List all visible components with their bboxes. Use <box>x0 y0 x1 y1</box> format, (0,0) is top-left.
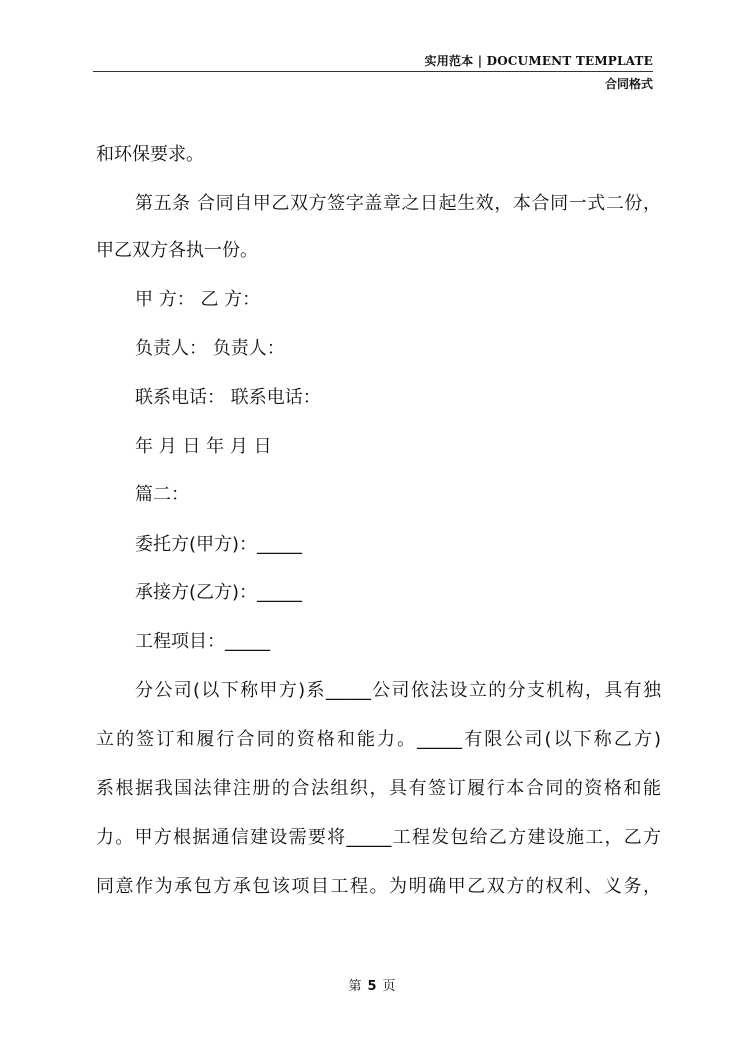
text-line: 甲乙双方各执一份。 <box>96 240 258 261</box>
footer-prefix: 第 <box>348 979 362 994</box>
header-title: 实用范本 | DOCUMENT TEMPLATE <box>424 54 653 68</box>
text-line: 委托方(甲方)：_____ <box>135 534 303 555</box>
text-line: 第五条 合同自甲乙双方签字盖章之日起生效，本合同一式二份， <box>135 193 661 214</box>
text-line: 和环保要求。 <box>96 144 204 165</box>
header-subtitle: 合同格式 <box>604 77 653 91</box>
text-line: 负责人： 负责人： <box>135 338 285 359</box>
text-line: 承接方(乙方)：_____ <box>135 582 303 603</box>
text-line: 力。甲方根据通信建设需要将_____工程发包给乙方建设施工，乙方 <box>96 827 661 848</box>
header-divider <box>93 71 653 72</box>
footer-suffix: 页 <box>382 979 396 994</box>
text-line: 联系电话： 联系电话： <box>135 387 321 408</box>
text-line: 年 月 日 年 月 日 <box>135 436 272 457</box>
text-line: 工程项目：_____ <box>135 631 270 652</box>
page-footer <box>0 975 744 994</box>
page-number: 5 <box>367 979 377 994</box>
text-line: 分公司(以下称甲方)系_____公司依法设立的分支机构，具有独 <box>135 680 661 701</box>
text-line: 篇二： <box>135 484 189 505</box>
text-line: 系根据我国法律注册的合法组织，具有签订履行本合同的资格和能 <box>96 778 661 799</box>
text-line: 立的签订和履行合同的资格和能力。_____有限公司(以下称乙方) <box>96 729 661 750</box>
text-line: 同意作为承包方承包该项目工程。为明确甲乙双方的权利、义务， <box>96 876 661 897</box>
text-line: 甲 方： 乙 方： <box>135 289 261 310</box>
